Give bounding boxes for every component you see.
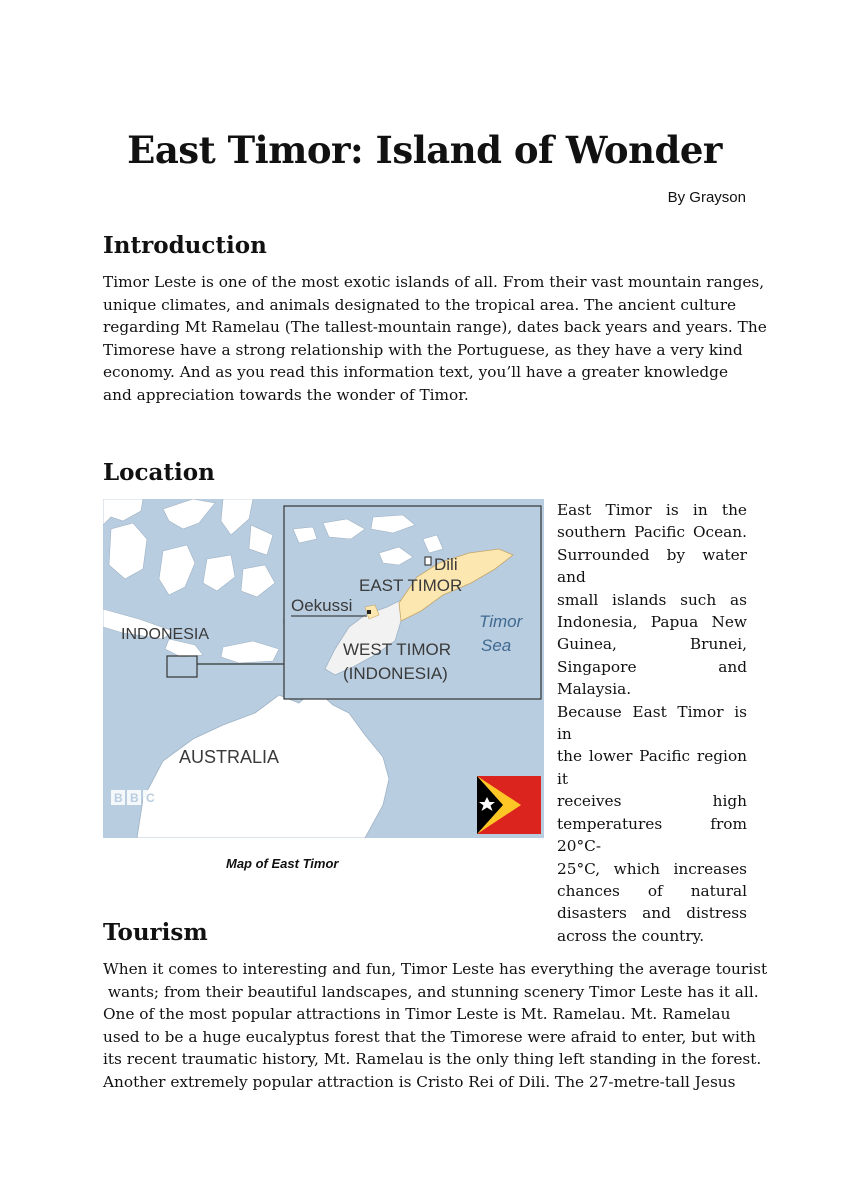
- location-line: disasters and distress: [557, 904, 747, 923]
- introduction-line: Timor Leste is one of the most exotic islands of all. From their vast mountain ranges,: [103, 273, 765, 291]
- east-timor-map: [103, 499, 544, 838]
- australia-label: AUSTRALIA: [179, 747, 280, 767]
- tourism-line: wants; from their beautiful landscapes, and stunning scenery Timor Leste has it all.: [103, 982, 759, 1001]
- location-line: Singapore and Malaysia.: [557, 657, 747, 699]
- dili-marker: [425, 557, 431, 565]
- tourism-line: One of the most popular attractions in Timor Leste is Mt. Ramelau. Mt. Ramelau: [103, 1005, 731, 1024]
- east-timor-label: EAST TIMOR: [359, 576, 463, 595]
- tourism-line: When it comes to interesting and fun, Timor Leste has everything the average tourist: [103, 960, 768, 978]
- location-text: [557, 499, 747, 947]
- timor-sea-label: Timor: [479, 612, 523, 631]
- tourism-line: Another extremely popular attraction is Cristo Rei of Dili. The 27-metre-tall Jesus: [103, 1072, 736, 1091]
- timor-sea-sublabel: Sea: [481, 636, 512, 655]
- dili-label: Dili: [434, 555, 458, 574]
- location-line: Indonesia, Papua New: [557, 613, 747, 632]
- oekussi-label: Oekussi: [291, 596, 353, 615]
- introduction-line: Timorese have a strong relationship with the Portuguese, as they have a very kind: [103, 340, 743, 359]
- introduction-line: economy. And as you read this information text, you’ll have a greater knowledge: [103, 363, 729, 382]
- indonesia-label: INDONESIA: [121, 626, 210, 643]
- location-line: Because East Timor is in: [557, 702, 747, 744]
- bbc-letter: B: [114, 791, 123, 805]
- location-line: Guinea, Brunei,: [557, 635, 747, 654]
- location-line: 25°C, which increases: [557, 859, 747, 878]
- bbc-news-logo: [111, 790, 203, 806]
- location-line: the lower Pacific region it: [557, 747, 747, 788]
- introduction-text: [103, 271, 767, 407]
- introduction-heading: Introduction: [103, 232, 267, 259]
- timor-leste-flag: [477, 776, 541, 834]
- location-line: across the country.: [557, 926, 705, 945]
- tourism-heading: Tourism: [103, 919, 208, 946]
- location-line: chances of natural: [557, 881, 747, 900]
- location-line: receives high: [557, 792, 747, 811]
- author: By Grayson: [667, 189, 746, 206]
- west-timor-sublabel: (INDONESIA): [343, 664, 448, 683]
- tourism-line: used to be a huge eucalyptus forest that the Timorese were afraid to enter, but with: [103, 1027, 756, 1046]
- location-line: Surrounded by water and: [557, 545, 747, 587]
- bbc-letter: B: [130, 791, 139, 805]
- introduction-line: regarding Mt Ramelau (The tallest-mountain range), dates back years and years. The: [103, 318, 767, 337]
- oekussi-marker: [367, 610, 371, 614]
- map-caption: Map of East Timor: [226, 856, 339, 871]
- tourism-line: its recent traumatic history, Mt. Ramelau is the only thing left standing in the forest.: [103, 1050, 762, 1069]
- tourism-text: [103, 958, 768, 1094]
- west-timor-label: WEST TIMOR: [343, 640, 451, 659]
- location-heading: Location: [103, 459, 215, 486]
- location-line: East Timor is in the: [557, 501, 747, 519]
- location-line: temperatures from 20°C-: [557, 814, 747, 856]
- location-line: small islands such as: [557, 590, 747, 609]
- introduction-line: and appreciation towards the wonder of Timor.: [103, 385, 469, 404]
- page-title: East Timor: Island of Wonder: [127, 128, 722, 172]
- location-line: southern Pacific Ocean.: [557, 523, 747, 542]
- news-label: NEWS: [161, 790, 203, 806]
- introduction-line: unique climates, and animals designated to the tropical area. The ancient culture: [103, 295, 737, 314]
- bbc-letter: C: [146, 791, 155, 805]
